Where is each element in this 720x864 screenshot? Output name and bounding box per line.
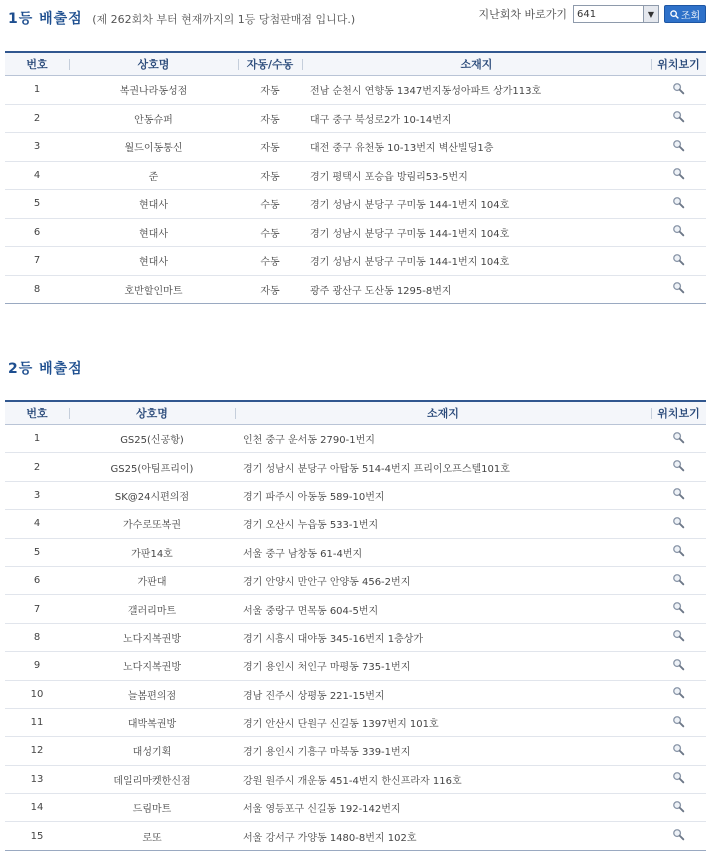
store-name: 월드이동통신 [124, 143, 183, 155]
store-address: 경기 용인시 처인구 마평동 735-1번지 [243, 662, 411, 674]
table-row [5, 567, 706, 595]
store-name: 가판14호 [131, 548, 173, 560]
row-number: 13 [30, 773, 44, 785]
col-header-address: 소재지 [235, 402, 651, 424]
table-row [5, 105, 706, 134]
magnifier-icon[interactable] [672, 828, 685, 844]
magnifier-icon[interactable] [672, 487, 685, 503]
round-select-value: 641 [577, 8, 597, 20]
magnifier-icon[interactable] [672, 800, 685, 816]
row-number: 10 [30, 688, 44, 700]
store-address: 대구 중구 북성로2가 10-14번지 [310, 114, 452, 126]
row-number: 8 [33, 283, 41, 295]
location-view-button[interactable] [651, 652, 706, 679]
table-row [5, 219, 706, 248]
table-row [5, 709, 706, 737]
row-number: 2 [33, 112, 41, 124]
location-view-button[interactable] [651, 76, 706, 104]
table-row [5, 794, 706, 822]
store-name: 복권나라동성점 [119, 86, 188, 98]
store-name: 노다지복권방 [123, 633, 181, 645]
store-address: 서울 중구 남창동 61-4번지 [243, 548, 363, 560]
store-address: 서울 영등포구 신길동 192-142번지 [243, 804, 401, 816]
location-view-button[interactable] [651, 247, 706, 275]
magnifier-icon[interactable] [672, 516, 685, 532]
store-address: 전남 순천시 연향동 1347번지동성아파트 상가113호 [310, 86, 542, 98]
store-address: 경기 평택시 포승읍 방림리53-5번지 [310, 171, 468, 183]
pick-type: 자동 [260, 114, 280, 126]
store-name: 현대사 [139, 200, 168, 212]
table-row [5, 482, 706, 510]
magnifier-icon[interactable] [672, 771, 685, 787]
location-view-button[interactable] [651, 595, 706, 622]
store-name: GS25(신공항) [120, 435, 184, 447]
section1-title: 1등 배출점 [8, 11, 83, 27]
location-view-button[interactable] [651, 105, 706, 133]
store-address: 서울 강서구 가양동 1480-8번지 102호 [243, 832, 417, 844]
magnifier-icon[interactable] [672, 110, 685, 126]
row-number: 2 [33, 461, 41, 473]
location-view-button[interactable] [651, 766, 706, 793]
store-address: 경기 오산시 누읍동 533-1번지 [243, 520, 379, 532]
table-row [5, 681, 706, 709]
magnifier-icon[interactable] [672, 82, 685, 98]
location-view-button[interactable] [651, 162, 706, 190]
location-view-button[interactable] [651, 567, 706, 594]
table-row [5, 822, 706, 850]
magnifier-icon[interactable] [672, 196, 685, 212]
store-name: 로또 [142, 832, 162, 844]
magnifier-icon[interactable] [672, 601, 685, 617]
store-address: 서울 중랑구 면목동 604-5번지 [243, 605, 379, 617]
store-name: 가수로또복권 [123, 520, 181, 532]
magnifier-icon[interactable] [672, 544, 685, 560]
magnifier-icon[interactable] [672, 573, 685, 589]
row-number: 11 [30, 717, 44, 729]
table-body [5, 76, 706, 304]
section2-title: 2등 배출점 [8, 361, 83, 377]
store-address: 경기 성남시 분당구 구미동 144-1번지 104호 [310, 200, 510, 212]
table-row [5, 76, 706, 105]
table-row [5, 276, 706, 305]
pick-type: 수동 [260, 228, 280, 240]
row-number: 6 [33, 226, 41, 238]
table-row [5, 737, 706, 765]
col-header-name: 상호명 [69, 402, 235, 424]
table-header [5, 53, 706, 76]
table-row [5, 624, 706, 652]
search-button-label: 조회 [680, 10, 701, 22]
section1-header [8, 8, 355, 28]
store-address: 경기 성남시 분당구 구미동 144-1번지 104호 [310, 257, 510, 269]
store-name: 준 [148, 171, 159, 183]
magnifier-icon[interactable] [672, 281, 685, 297]
store-address: 경기 성남시 분당구 구미동 144-1번지 104호 [310, 228, 510, 240]
store-address: 경기 시흥시 대야동 345-16번지 1층상가 [243, 633, 424, 645]
magnifier-icon[interactable] [672, 658, 685, 674]
pick-type: 자동 [260, 86, 280, 98]
store-address: 인천 중구 운서동 2790-1번지 [243, 435, 375, 447]
store-name: SK@24시편의점 [114, 491, 190, 503]
row-number: 5 [33, 198, 41, 210]
table-row [5, 766, 706, 794]
store-name: 대성기획 [132, 747, 172, 759]
location-view-button[interactable] [651, 190, 706, 218]
first-prize-table [5, 51, 706, 304]
location-view-button[interactable] [651, 482, 706, 509]
table-row [5, 247, 706, 276]
magnifier-icon[interactable] [672, 167, 685, 183]
location-view-button[interactable] [651, 709, 706, 736]
table-row [5, 133, 706, 162]
row-number: 4 [33, 169, 41, 181]
magnifier-icon[interactable] [672, 715, 685, 731]
col-header-type: 자동/수동 [238, 53, 302, 75]
location-view-button[interactable] [651, 624, 706, 651]
col-header-location: 위치보기 [651, 53, 706, 75]
row-number: 12 [30, 745, 44, 757]
store-address: 경기 용인시 기흥구 마북동 339-1번지 [243, 747, 411, 759]
magnifier-icon[interactable] [672, 431, 685, 447]
table-row [5, 162, 706, 191]
row-number: 6 [33, 575, 41, 587]
table-row [5, 510, 706, 538]
magnifier-icon[interactable] [672, 459, 685, 475]
store-address: 경기 성남시 분당구 아탑동 514-4번지 프리이오프스텔101호 [243, 463, 510, 475]
section2-header [8, 358, 83, 378]
store-name: 안동슈퍼 [134, 114, 173, 126]
store-name: 호반할인마트 [124, 285, 183, 297]
chevron-down-icon[interactable]: ▼ [643, 6, 658, 22]
table-row [5, 425, 706, 453]
row-number: 7 [33, 603, 41, 615]
table-header [5, 402, 706, 425]
location-view-button[interactable] [651, 681, 706, 708]
pick-type: 자동 [260, 143, 280, 155]
row-number: 4 [33, 518, 41, 530]
magnifier-icon[interactable] [672, 139, 685, 155]
round-jump [478, 5, 706, 23]
col-header-no: 번호 [26, 407, 48, 420]
row-number: 3 [33, 489, 41, 501]
row-number: 9 [33, 660, 41, 672]
row-number: 8 [33, 631, 41, 643]
store-address: 강원 원주시 개운동 451-4번지 한신프라자 116호 [243, 775, 462, 787]
col-header-name: 상호명 [69, 53, 238, 75]
store-address: 경기 안산시 단원구 신길동 1397번지 101호 [243, 719, 439, 731]
search-button[interactable] [664, 5, 706, 23]
store-name: 드림마트 [132, 804, 172, 816]
location-view-button[interactable] [651, 737, 706, 764]
magnifier-icon[interactable] [672, 224, 685, 240]
col-header-address: 소재지 [302, 53, 651, 75]
location-view-button[interactable] [651, 425, 706, 452]
magnifier-icon[interactable] [672, 686, 685, 702]
store-name: 현대사 [139, 257, 168, 269]
location-view-button[interactable] [651, 510, 706, 537]
pick-type: 자동 [260, 285, 280, 297]
pick-type: 수동 [260, 200, 280, 212]
store-address: 경기 안양시 만안구 안양동 456-2번지 [243, 577, 411, 589]
pick-type: 자동 [260, 171, 280, 183]
round-select[interactable] [573, 5, 659, 23]
store-name: 늘봄편의점 [127, 690, 177, 702]
row-number: 5 [33, 546, 41, 558]
pick-type: 수동 [260, 257, 280, 269]
store-address: 경남 진주시 상평동 221-15번지 [243, 690, 385, 702]
second-prize-table [5, 400, 706, 851]
store-name: GS25(아팀프리이) [110, 463, 194, 475]
round-jump-label: 지난회차 바로가기 [478, 8, 567, 21]
magnifier-icon[interactable] [672, 743, 685, 759]
col-header-location: 위치보기 [651, 402, 706, 424]
magnifier-icon[interactable] [672, 629, 685, 645]
table-row [5, 190, 706, 219]
row-number: 15 [30, 830, 44, 842]
row-number: 1 [33, 84, 41, 96]
row-number: 3 [33, 141, 41, 153]
store-name: 갤러리마트 [127, 605, 177, 617]
store-name: 가판대 [137, 577, 167, 589]
search-icon [670, 10, 679, 19]
table-row [5, 595, 706, 623]
section1-subtitle: (제 262회차 부터 현재까지의 1등 당첨판매점 입니다.) [92, 13, 356, 26]
store-address: 광주 광산구 도산동 1295-8번지 [310, 285, 452, 297]
store-address: 경기 파주시 아동동 589-10번지 [243, 491, 385, 503]
location-view-button[interactable] [651, 539, 706, 566]
store-name: 데일리마켓한신점 [113, 775, 191, 787]
location-view-button[interactable] [651, 822, 706, 849]
store-name: 대박복권방 [127, 719, 177, 731]
col-header-no: 번호 [26, 58, 48, 71]
store-address: 대전 중구 유천동 10-13번지 벽산빌딩1층 [310, 143, 494, 155]
location-view-button[interactable] [651, 794, 706, 821]
location-view-button[interactable] [651, 453, 706, 480]
table-row [5, 539, 706, 567]
row-number: 14 [30, 802, 44, 814]
table-body [5, 425, 706, 851]
location-view-button[interactable] [651, 133, 706, 161]
row-number: 7 [33, 255, 41, 267]
table-row [5, 652, 706, 680]
magnifier-icon[interactable] [672, 253, 685, 269]
store-name: 노다지복권방 [123, 662, 181, 674]
store-name: 현대사 [139, 228, 168, 240]
row-number: 1 [33, 433, 41, 445]
table-row [5, 453, 706, 481]
location-view-button[interactable] [651, 276, 706, 304]
location-view-button[interactable] [651, 219, 706, 247]
